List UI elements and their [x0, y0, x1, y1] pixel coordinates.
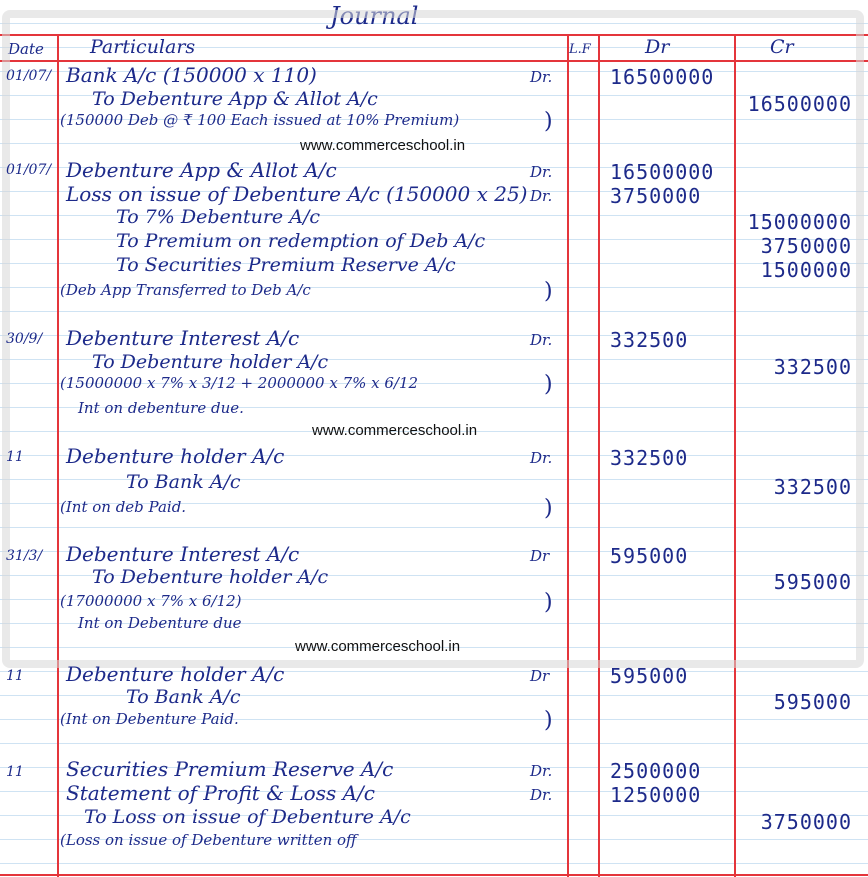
closing-bracket: )	[544, 279, 553, 304]
dr-column-rule	[734, 34, 736, 877]
dr-mark: Dr	[530, 547, 550, 565]
date-column-rule	[57, 34, 59, 877]
particulars-line: Int on debenture due.	[78, 399, 244, 417]
closing-bracket: )	[544, 590, 553, 615]
entry-date: 11	[6, 449, 24, 465]
particulars-line: Debenture App & Allot A/c	[66, 158, 337, 182]
page-title: Journal	[330, 2, 419, 30]
credit-amount: 332500	[773, 355, 852, 379]
particulars-line: (Loss on issue of Debenture written off	[60, 831, 357, 849]
credit-amount: 15000000	[747, 210, 852, 234]
particulars-line: To Bank A/c	[126, 686, 241, 708]
particulars-line: To Premium on redemption of Deb A/c	[116, 230, 486, 252]
header-cr: Cr	[770, 36, 794, 58]
watermark-3: www.commerceschool.in	[295, 638, 461, 655]
entry-date: 01/07/	[6, 162, 52, 178]
dr-mark: Dr.	[530, 762, 553, 780]
credit-amount: 595000	[773, 570, 852, 594]
header-bottom-rule	[0, 60, 868, 62]
particulars-line: Securities Premium Reserve A/c	[66, 757, 394, 781]
particulars-line: (17000000 x 7% x 6/12)	[60, 592, 242, 610]
debit-amount: 595000	[610, 544, 689, 568]
particulars-line: Bank A/c (150000 x 110)	[66, 63, 317, 87]
closing-bracket: )	[544, 496, 553, 521]
particulars-line: Debenture holder A/c	[66, 444, 285, 468]
particulars-line: To Debenture holder A/c	[92, 351, 329, 373]
particulars-line: (Int on Debenture Paid.	[60, 710, 239, 728]
debit-amount: 2500000	[610, 759, 702, 783]
particulars-column-rule	[567, 34, 569, 877]
particulars-line: (150000 Deb @ ₹ 100 Each issued at 10% Premium)	[60, 111, 460, 129]
credit-amount: 1500000	[760, 258, 852, 282]
particulars-line: To Loss on issue of Debenture A/c	[84, 806, 411, 828]
entry-date: 11	[6, 668, 24, 684]
entry-date: 01/07/	[6, 68, 52, 84]
particulars-line: (15000000 x 7% x 3/12 + 2000000 x 7% x 6/12	[60, 374, 419, 392]
particulars-line: To 7% Debenture A/c	[116, 206, 320, 228]
dr-mark: Dr.	[530, 331, 553, 349]
header-dr: Dr	[645, 36, 670, 58]
watermark-1: www.commerceschool.in	[300, 137, 466, 154]
watermark-2: www.commerceschool.in	[312, 422, 478, 439]
debit-amount: 332500	[610, 328, 689, 352]
closing-bracket: )	[544, 109, 553, 134]
dr-mark: Dr.	[530, 163, 553, 181]
dr-mark: Dr	[530, 667, 550, 685]
particulars-line: (Deb App Transferred to Deb A/c	[60, 281, 311, 299]
credit-amount: 332500	[773, 475, 852, 499]
dr-mark: Dr.	[530, 187, 553, 205]
entry-date: 11	[6, 764, 24, 780]
credit-amount: 595000	[773, 690, 852, 714]
particulars-line: To Bank A/c	[126, 471, 241, 493]
credit-amount: 3750000	[760, 810, 852, 834]
dr-mark: Dr.	[530, 786, 553, 804]
debit-amount: 1250000	[610, 783, 702, 807]
header-lf: L.F	[569, 42, 591, 57]
header-particulars: Particulars	[90, 36, 196, 58]
entry-date: 31/3/	[6, 548, 43, 564]
dr-mark: Dr.	[530, 449, 553, 467]
entry-date: 30/9/	[6, 331, 43, 347]
particulars-line: Statement of Profit & Loss A/c	[66, 781, 375, 805]
closing-bracket: )	[544, 372, 553, 397]
lf-column-rule	[598, 34, 600, 877]
particulars-line: To Securities Premium Reserve A/c	[116, 254, 456, 276]
particulars-line: Debenture holder A/c	[66, 662, 285, 686]
debit-amount: 16500000	[610, 65, 715, 89]
closing-bracket: )	[544, 708, 553, 733]
page-bottom-rule	[0, 874, 868, 876]
debit-amount: 595000	[610, 664, 689, 688]
particulars-line: To Debenture holder A/c	[92, 566, 329, 588]
debit-amount: 332500	[610, 446, 689, 470]
credit-amount: 16500000	[747, 92, 852, 116]
particulars-line: Debenture Interest A/c	[66, 542, 300, 566]
credit-amount: 3750000	[760, 234, 852, 258]
particulars-line: Loss on issue of Debenture A/c (150000 x 25)	[66, 182, 528, 206]
dr-mark: Dr.	[530, 68, 553, 86]
particulars-line: To Debenture App & Allot A/c	[92, 88, 378, 110]
debit-amount: 3750000	[610, 184, 702, 208]
particulars-line: (Int on deb Paid.	[60, 498, 187, 516]
particulars-line: Int on Debenture due	[78, 614, 242, 632]
particulars-line: Debenture Interest A/c	[66, 326, 300, 350]
debit-amount: 16500000	[610, 160, 715, 184]
header-date: Date	[8, 40, 44, 58]
